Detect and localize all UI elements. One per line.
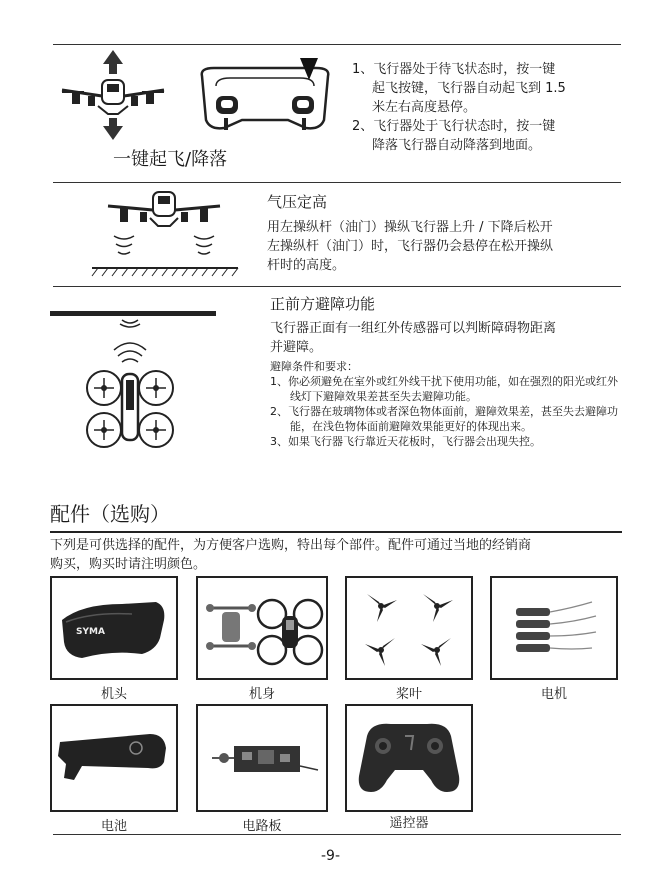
part-card-battery xyxy=(50,704,178,812)
motor-icon xyxy=(492,578,616,678)
section-divider xyxy=(53,286,621,287)
battery-icon xyxy=(52,706,176,810)
part-card-canopy xyxy=(50,576,178,680)
propeller-icon xyxy=(347,578,471,678)
controller-press-illustration xyxy=(190,58,340,142)
part-label: 电机 xyxy=(540,687,567,702)
svg-text:SYMA: SYMA xyxy=(76,627,105,637)
drone-takeoff-illustration xyxy=(58,48,168,148)
text-line: 起飞按键，飞行器自动起飞到 1.5 xyxy=(372,81,566,96)
requirement-item: 3、如果飞行器飞行靠近天花板时，飞行器会出现失控。 xyxy=(270,435,541,448)
text-line: 降落飞行器自动降落到地面。 xyxy=(372,138,542,153)
takeoff-landing-caption: 一键起飞/降落 xyxy=(113,149,228,170)
text-line: 购买，购买时请注明颜色。 xyxy=(50,557,207,572)
accessories-heading: 配件（选购） xyxy=(50,502,170,526)
part-label: 遥控器 xyxy=(389,816,429,831)
obstacle-avoidance-title: 正前方避障功能 xyxy=(270,295,376,313)
part-card-motor xyxy=(490,576,618,680)
part-card-propeller xyxy=(345,576,473,680)
text-line: 飞行器正面有一组红外传感器可以判断障碍物距离 xyxy=(270,321,557,336)
text-line: 2、飞行器处于飞行状态时，按一键 xyxy=(352,119,556,134)
obstacle-intro xyxy=(270,319,626,357)
section-divider xyxy=(53,182,621,183)
part-label: 电路板 xyxy=(242,819,282,834)
requirements-title: 避障条件和要求： xyxy=(270,360,358,373)
part-label: 电池 xyxy=(100,819,127,834)
page-number: -9- xyxy=(320,848,340,864)
frame-icon xyxy=(198,578,326,678)
part-label: 桨叶 xyxy=(395,687,422,702)
text-line: 左操纵杆（油门）时，飞行器仍会悬停在松开操纵 xyxy=(267,239,554,254)
text-line: 杆时的高度。 xyxy=(267,258,346,273)
text-line: 并避障。 xyxy=(270,340,323,355)
requirement-item: 2、飞行器在玻璃物体或者深色物体面前，避障效果差，甚至失去避障功能，在浅色物体面前避障效果能更好的体现出来。 xyxy=(270,405,618,433)
controller-icon xyxy=(347,706,471,810)
top-rule xyxy=(53,44,621,45)
part-label: 机头 xyxy=(100,687,127,702)
bottom-rule xyxy=(53,834,621,835)
canopy-icon xyxy=(52,578,176,678)
part-card-frame xyxy=(196,576,328,680)
part-card-circuit-board xyxy=(196,704,328,812)
part-card-controller xyxy=(345,704,473,812)
circuit-board-icon xyxy=(198,706,326,810)
part-label: 机身 xyxy=(248,687,275,702)
heading-rule xyxy=(50,531,622,533)
requirement-item: 1、你必须避免在室外或红外线干扰下使用功能，如在强烈的阳光或红外线灯下避障效果差甚至失去避障功能。 xyxy=(270,375,618,403)
text-line: 1、飞行器处于待飞状态时，按一键 xyxy=(352,62,556,77)
altitude-hold-illustration xyxy=(90,188,240,280)
obstacle-wall xyxy=(50,311,216,316)
altitude-hold-text xyxy=(267,218,623,275)
text-line: 用左操纵杆（油门）操纵飞行器上升 / 下降后松开 xyxy=(267,220,553,235)
altitude-hold-title: 气压定高 xyxy=(267,193,328,211)
text-line: 下列是可供选择的配件，为方便客户选购，特出每个部件。配件可通过当地的经销商 xyxy=(50,538,532,553)
obstacle-requirements xyxy=(270,359,622,449)
accessories-description xyxy=(50,536,630,574)
obstacle-avoidance-illustration xyxy=(80,318,180,458)
text-line: 米左右高度悬停。 xyxy=(372,100,477,115)
takeoff-landing-text xyxy=(352,60,622,155)
